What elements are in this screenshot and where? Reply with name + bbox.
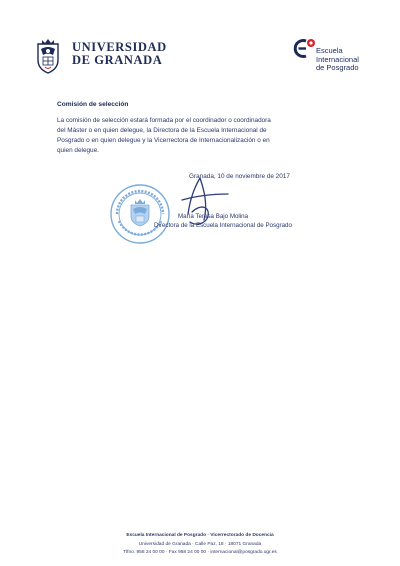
university-crest-icon: [32, 38, 64, 74]
page-footer: [0, 532, 400, 558]
official-stamp-icon: [109, 183, 171, 245]
school-name-line3: de Posgrado: [316, 63, 359, 72]
footer-line3: Tlfno. 958 24 00 00 · Fax 958 24 00 00 · internacional@posgrado.ugr.es: [123, 550, 277, 555]
university-name-line2: DE GRANADA: [72, 53, 163, 67]
body-paragraph: [57, 116, 347, 156]
university-name-line1: UNIVERSIDAD: [72, 40, 167, 54]
paragraph-line: Posgrado o en quien delegue y la Vicerrectora de Internacionalización o en: [57, 137, 270, 144]
university-name: [72, 41, 167, 67]
signer-title: Directora de la Escuela Internacional de Posgrado: [154, 222, 292, 229]
footer-line2: Universidad de Granada · Calle Paz, 18 · 18071 Granada: [138, 541, 262, 547]
paragraph-line: del Máster o en quien delegue, la Directora de la Escuela Internacional de: [57, 127, 267, 134]
school-name-line1: Escuela: [316, 46, 343, 55]
signer-name: María Teresa Bajo Molina: [178, 213, 249, 220]
footer-line1: Escuela Internacional de Posgrado · Vicerrectorado de Docencia: [126, 533, 274, 538]
signing-date: Granada, 10 de noviembre de 2017: [189, 173, 290, 180]
paragraph-line: La comisión de selección estará formada por el coordinador o coordinadora: [57, 117, 271, 124]
paragraph-line: quien delegue.: [57, 147, 99, 154]
section-heading: Comisión de selección: [57, 101, 129, 108]
school-name-line2: Internacional: [316, 54, 359, 64]
school-name: [316, 47, 359, 73]
signer-block: [154, 212, 292, 230]
